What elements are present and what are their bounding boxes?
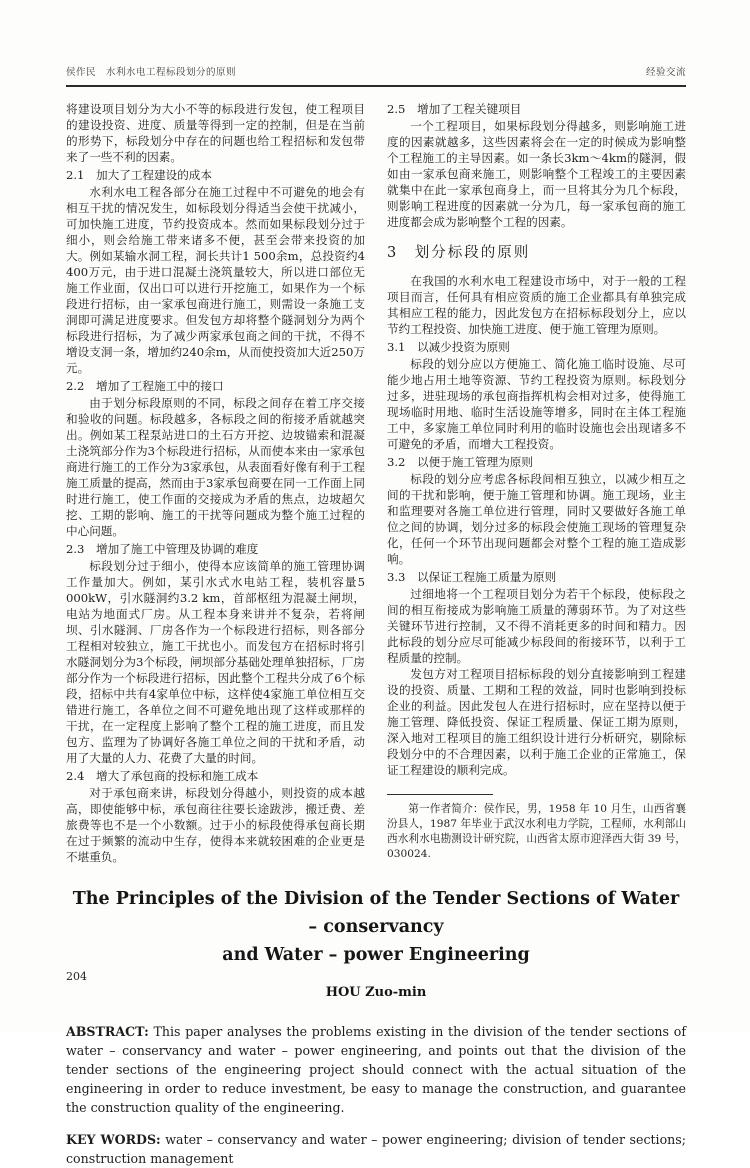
section-heading-3: 3 划分标段的原则	[387, 245, 531, 261]
left-column	[66, 101, 365, 865]
paragraph-3-2: 标段的划分应考虑各标段间相互独立，以减少相互之间的干扰和影响，便于施工管理和协调。施工现场，业主和监理要对各施工单位进行管理，同时又要做好各施工单位之间的协调，划分过多的标段会使施工现场的管理复杂化，任何一个环节出现问题都会对整个工程的施工造成影响。	[387, 472, 686, 566]
bio-divider	[387, 794, 493, 795]
paragraph-2-3: 标段划分过于细小，使得本应该简单的施工管理协调工作量加大。例如，某引水式水电站工程，装机容量5 000kW，引水隧洞约3.2 km，首部枢纽为混凝土闸坝，电站为地面式厂房。从工程本身来讲并不复杂，若将闸坝、引水隧洞、厂房各作为一个标段进行招标，则各部分工程相对较独立，施工干扰也小。而发包方在招标时将引水隧洞划分为3个标段，闸坝部分基础处理单独招标，厂房部分作为一个标段进行招标，因此整个工程共分成了6个标段，招标中共有4家单位中标，这样使4家施工单位相互交错进行施工，各单位之间不可避免地出现了这样或那样的干扰，在一定程度上影响了整个工程的施工进度，而且发包方、监理为了协调好各施工单位之间的干扰和矛盾，动用了大量的人力、花费了大量的时间。	[66, 559, 365, 765]
keywords-text: water – conservancy and water – power engineering; division of tender sections; construction management	[66, 1131, 686, 1166]
author-bio: 第一作者简介：侯作民，男，1958 年 10 月生，山西省襄汾县人，1987 年毕业于武汉水利电力学院，工程师，水利部山西水利水电勘测设计研究院，山西省太原市迎泽西大街 39 号，030024.	[387, 803, 686, 860]
english-author: HOU Zuo-min	[325, 985, 427, 1000]
paragraph-intro: 将建设项目划分为大小不等的标段进行发包，使工程项目的建设投资、进度、质量等得到一定的控制，但是在当前的形势下，标段划分中存在的问题也给工程招标和发包带来了一些不利的因素。	[66, 102, 365, 164]
heading-2-4: 2.4 增大了承包商的投标和施工成本	[66, 769, 259, 783]
abstract-label: ABSTRACT:	[66, 1024, 149, 1039]
right-column	[387, 101, 686, 865]
abstract	[66, 1022, 686, 1117]
heading-3-1: 3.1 以减少投资为原则	[387, 340, 510, 354]
header-rule	[66, 85, 686, 87]
paragraph-2-4: 对于承包商来讲，标段划分得越小，则投资的成本越高，即使能够中标，承包商往往要长途跋涉，搬迁费、差旅费等也不是一个小数额。过于小的标段使得承包商长期在过于频繁的流动中生存，使得本来就较困难的企业更是不堪重负。	[66, 786, 365, 864]
paragraph-3-1: 标段的划分应以方便施工、简化施工临时设施、尽可能少地占用土地等资源、节约工程投资为原则。标段划分过多，进驻现场的承包商指挥机构会相对过多，使得施工现场临时用地、临时生活设施等增多，同时在主体工程施工中，多家施工单位同时利用的临时设施也会出现诸多不可避免的矛盾，而增大工程投资。	[387, 357, 686, 451]
heading-2-3: 2.3 增加了施工中管理及协调的难度	[66, 542, 259, 556]
paragraph-3-3: 过细地将一个工程项目划分为若干个标段，使标段之间的相互衔接成为影响施工质量的薄弱环节。为了对这些关键环节进行控制，又不得不消耗更多的时间和精力。因此标段的划分应尽可能减少标段间的衔接环节，以利于工程质量的控制。	[387, 587, 686, 665]
paragraph-2-1: 水利水电工程各部分在施工过程中不可避免的地会有相互干扰的情况发生，如标段划分得适当会使干扰减小，可加快施工进度，节约投资成本。然而如果标段划分过于细小，则会给施工带来诸多不便，甚至会带来投资的加大。例如某输水洞工程，洞长共计1 500余m，总投资约4 400万元，由于进口混凝土浇筑量较大，所以进口部位无施工作业面，仅出口可以进行开挖施工，如果作为一个标段进行招标，由一家承包商进行施工，则需设一条施工支洞即可满足进度要求。但发包方却将整个隧洞划分为两个标段进行招标，为了减少两家承包商之间的干扰，不得不增设支洞一条，增加约240余m，从而使投资加大近250万元。	[66, 185, 365, 375]
paragraph-conclusion: 发包方对工程项目招标标段的划分直接影响到工程建设的投资、质量、工期和工程的效益，同时也影响到投标企业的利益。因此发包人在进行招标时，应在坚持以便于施工管理、降低投资、保证工程质量、保证工期为原则，深入地对工程项目的施工组织设计进行分析研究，剔除标段划分中的不合理因素，以利于施工企业的正常施工，保证工程建设的顺利完成。	[387, 667, 686, 777]
paragraph-2-2: 由于划分标段原则的不同，标段之间存在着工序交接和验收的问题。标段越多，各标段之间的衔接矛盾就越突出。例如某工程泵站进口的土石方开挖、边坡锚索和混凝土浇筑部分作为3个标段进行招标，从而使本来由一家承包商进行施工的工作分为3家承包，从表面看好像有利于工程施工质量的提高，然而由于3家承包商要在同一工作面上同时进行施工，使工作面的交接成为矛盾的焦点，边坡超欠挖、工期的影响、施工的干扰等问题成为整个施工过程的中心问题。	[66, 396, 365, 538]
heading-2-2: 2.2 增加了工程施工中的接口	[66, 379, 224, 393]
keywords-label: KEY WORDS:	[66, 1131, 161, 1147]
page-header	[66, 64, 686, 78]
heading-3-2: 3.2 以便于施工管理为原则	[387, 455, 533, 469]
paragraph-3: 在我国的水利水电工程建设市场中，对于一般的工程项目而言，任何具有相应资质的施工企业都具有单独完成其相应工程的能力，因此发包方在招标标段划分上，应以节约工程投资、加快施工进度、便于施工管理为原则。	[387, 274, 686, 336]
abstract-text: This paper analyses the problems existing in the division of the tender sections of water – conservancy and water – power engineering, and points out that the division of the tender sections of the engineering project should connect with the actual situation of the engineering in order to reduce investment, be easy to manage the construction, and guarantee the construction quality of the engineering.	[66, 1024, 686, 1115]
heading-2-1: 2.1 加大了工程建设的成本	[66, 168, 212, 182]
english-title-line2: and Water – power Engineering	[222, 945, 530, 965]
english-title-line1: The Principles of the Division of the Tender Sections of Water – conservancy	[72, 889, 680, 937]
page-number: 204	[66, 970, 87, 983]
english-section	[66, 885, 686, 1168]
heading-3-3: 3.3 以保证工程施工质量为原则	[387, 570, 557, 584]
column-label: 经验交流	[645, 67, 686, 78]
heading-2-5: 2.5 增加了工程关键项目	[387, 102, 522, 116]
english-title	[66, 885, 686, 969]
running-title: 侯作民 水利水电工程标段划分的原则	[66, 67, 237, 78]
keywords	[66, 1130, 686, 1168]
paragraph-2-5: 一个工程项目，如果标段划分得越多，则影响施工进度的因素就越多，这些因素将会在一定的时候成为影响整个工程施工的主导因素。如一条长3km～4km的隧洞，假如由一家承包商来施工，则影响整个工程竣工的主要因素就集中在此一家承包商身上，而一旦将其分为几个标段，则影响工程进度的因素就一分为几，每一家承包商的施工进度都会成为影响整个工程的因素。	[387, 119, 686, 229]
article-body	[66, 101, 686, 865]
